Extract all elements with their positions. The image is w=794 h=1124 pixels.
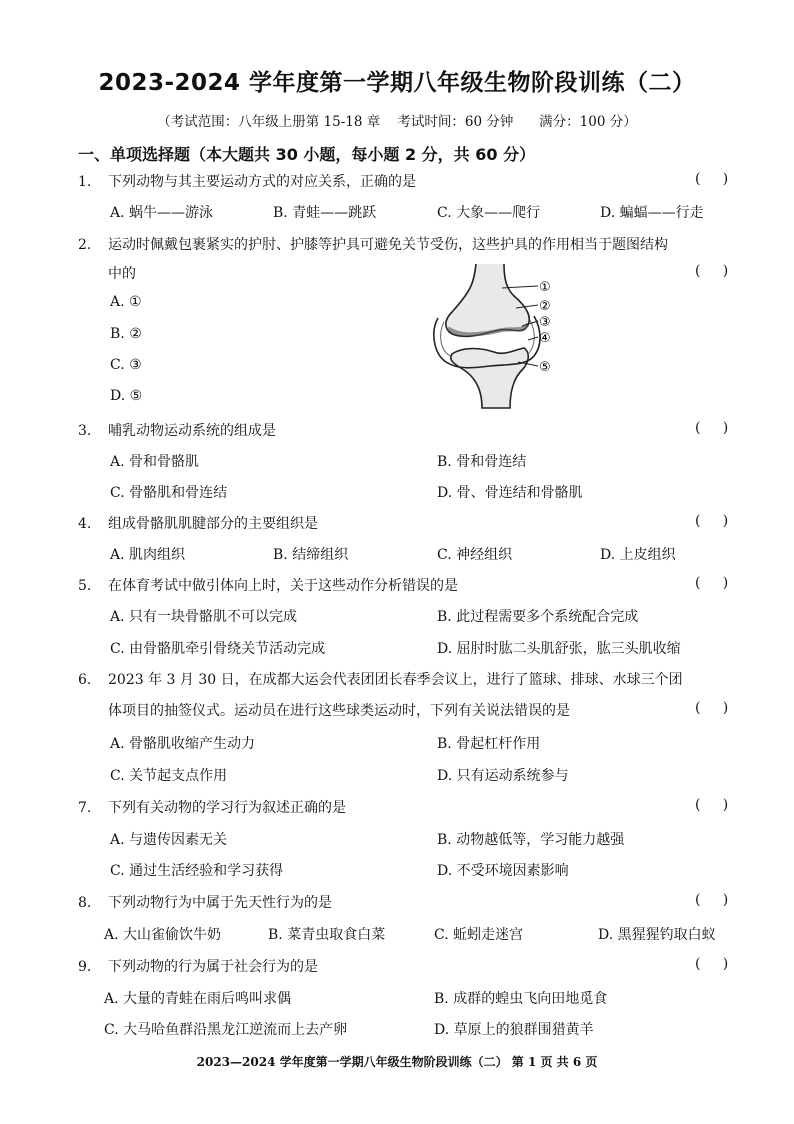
question-7 (78, 797, 346, 817)
option-c: C. 大象——爬行 (437, 205, 541, 221)
option-d: D. ⑤ (110, 388, 143, 404)
option-c: C. 通过生活经验和学习获得 (110, 863, 284, 879)
option-b: B. 结缔组织 (273, 547, 349, 563)
question-6 (78, 669, 683, 689)
question-number: 6. (78, 672, 92, 688)
question-text: 运动时佩戴包裹紧实的护肘、护膝等护具可避免关节受伤，这些护具的作用相当于题图结构 (108, 237, 668, 253)
question-3 (78, 420, 276, 440)
question-text: 组成骨骼肌肌腱部分的主要组织是 (108, 516, 318, 532)
question-text: 哺乳动物运动系统的组成是 (108, 423, 276, 439)
question-number: 9. (78, 959, 92, 975)
answer-blank-4[interactable]: ( ) (695, 513, 729, 529)
label-5: ⑤ (539, 360, 551, 375)
option-b: B. 菜青虫取食白菜 (268, 927, 386, 943)
question-number: 3. (78, 423, 92, 439)
option-a: A. 大山雀偷饮牛奶 (104, 927, 222, 943)
option-d: D. 不受环境因素影响 (437, 863, 569, 879)
option-b: B. 青蛙——跳跃 (273, 205, 377, 221)
option-a: A. 大量的青蛙在雨后鸣叫求偶 (104, 991, 292, 1007)
question-text-continued: 中的 (108, 266, 136, 282)
option-c: C. 大马哈鱼群沿黑龙江逆流而上去产卵 (104, 1022, 348, 1038)
option-d: D. 黑猩猩钓取白蚁 (598, 927, 716, 943)
option-c: C. 蚯蚓走迷宫 (434, 927, 524, 943)
question-text: 2023 年 3 月 30 日，在成都大运会代表团团长春季会议上，进行了篮球、排球、水球三个团 (108, 672, 683, 688)
option-b: B. 动物越低等，学习能力越强 (437, 832, 625, 848)
label-3: ③ (539, 315, 551, 330)
option-b: B. ② (110, 326, 142, 342)
question-number: 8. (78, 895, 92, 911)
option-a: A. ① (110, 294, 142, 310)
question-8 (78, 892, 332, 912)
option-a: A. 骨和骨骼肌 (110, 454, 200, 470)
option-c: C. 神经组织 (437, 547, 513, 563)
answer-blank-9[interactable]: ( ) (695, 956, 729, 972)
exam-subtitle: （考试范围：八年级上册第 15-18 章 考试时间：60 分钟 满分：100 分） (157, 114, 637, 130)
option-a: A. 只有一块骨骼肌不可以完成 (110, 609, 298, 625)
label-1: ① (539, 280, 551, 295)
option-c: C. 骨骼肌和骨连结 (110, 485, 228, 501)
option-b: B. 此过程需要多个系统配合完成 (437, 609, 639, 625)
answer-blank-5[interactable]: ( ) (695, 575, 729, 591)
question-4 (78, 513, 318, 533)
option-a: A. 骨骼肌收缩产生动力 (110, 736, 256, 752)
upper-bone (446, 264, 529, 336)
exam-title: 2023-2024 学年度第一学期八年级生物阶段训练（二） (98, 70, 696, 96)
option-b: B. 骨起杠杆作用 (437, 736, 541, 752)
option-c: C. 由骨骼肌牵引骨绕关节活动完成 (110, 641, 326, 657)
option-a: A. 蜗牛——游泳 (110, 205, 214, 221)
question-text: 下列动物行为中属于先天性行为的是 (108, 895, 332, 911)
question-text-continued: 体项目的抽签仪式。运动员在进行这些球类运动时，下列有关说法错误的是 (108, 703, 570, 719)
option-b: B. 骨和骨连结 (437, 454, 527, 470)
option-d: D. 上皮组织 (600, 547, 676, 563)
question-number: 4. (78, 516, 92, 532)
option-d: D. 只有运动系统参与 (437, 768, 569, 784)
answer-blank-1[interactable]: ( ) (695, 171, 729, 187)
question-number: 5. (78, 578, 92, 594)
answer-blank-3[interactable]: ( ) (695, 420, 729, 436)
question-5 (78, 575, 458, 595)
option-c: C. ③ (110, 357, 142, 373)
answer-blank-2[interactable]: ( ) (695, 263, 729, 279)
answer-blank-7[interactable]: ( ) (695, 797, 729, 813)
question-number: 2. (78, 237, 92, 253)
knee-joint-diagram (430, 262, 560, 410)
option-d: D. 骨、骨连结和骨骼肌 (437, 485, 583, 501)
question-number: 7. (78, 800, 92, 816)
option-d: D. 屈肘时肱二头肌舒张，肱三头肌收缩 (437, 641, 681, 657)
question-text: 在体育考试中做引体向上时，关于这些动作分析错误的是 (108, 578, 458, 594)
question-text: 下列动物与其主要运动方式的对应关系，正确的是 (108, 174, 416, 190)
option-a: A. 肌肉组织 (110, 547, 186, 563)
question-number: 1. (78, 174, 92, 190)
question-2 (78, 234, 668, 254)
option-c: C. 关节起支点作用 (110, 768, 228, 784)
answer-blank-8[interactable]: ( ) (695, 892, 729, 908)
label-2: ② (539, 299, 551, 314)
option-a: A. 与遗传因素无关 (110, 832, 228, 848)
option-d: D. 草原上的狼群围猎黄羊 (434, 1022, 594, 1038)
label-4: ④ (539, 331, 551, 346)
option-d: D. 蝙蝠——行走 (600, 205, 704, 221)
question-1 (78, 171, 416, 191)
question-text: 下列动物的行为属于社会行为的是 (108, 959, 318, 975)
option-b: B. 成群的蝗虫飞向田地觅食 (434, 991, 608, 1007)
question-9 (78, 956, 318, 976)
lower-bone (451, 348, 529, 408)
answer-blank-6[interactable]: ( ) (695, 700, 729, 716)
section-heading: 一、单项选择题（本大题共 30 小题，每小题 2 分，共 60 分） (78, 145, 536, 164)
question-text: 下列有关动物的学习行为叙述正确的是 (108, 800, 346, 816)
page-footer: 2023—2024 学年度第一学期八年级生物阶段训练（二） 第 1 页 共 6 页 (196, 1055, 598, 1069)
